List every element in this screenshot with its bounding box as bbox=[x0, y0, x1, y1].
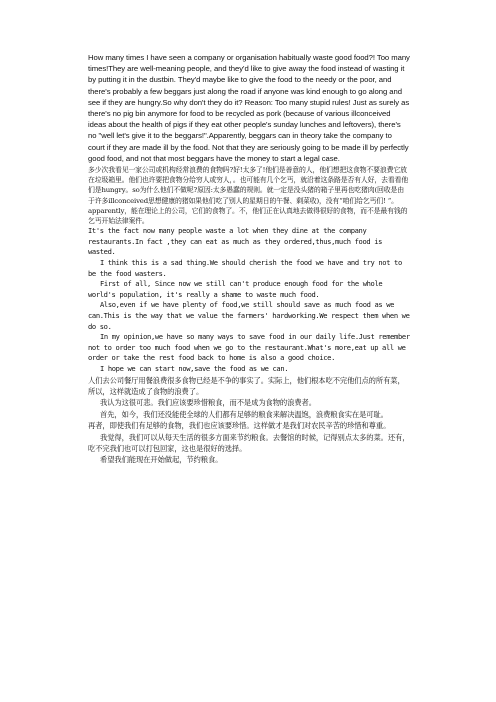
essay-zh-paragraph-3: 首先，如今，我们还没能使全球的人们都有足够的粮食来解决温饱，浪费粮食实在是可耻。 bbox=[100, 409, 388, 419]
english-essay bbox=[88, 226, 410, 374]
document-page bbox=[88, 52, 410, 466]
essay-en-paragraph-3: First of all, Since now we still can't produce enough food for the whole world's population, it's really a shame to waste much food. bbox=[88, 279, 383, 299]
essay-zh-paragraph-6: 希望我们能现在开始做起，节约粮食。 bbox=[100, 455, 223, 465]
essay-en-paragraph-6: I hope we can start now,save the food as we can. bbox=[100, 363, 289, 373]
chinese-intro-paragraph: 多少次我看见一家公司或机构经常浪费的食物吗?好!太多了!他们是善意的人，他们想把这食物不要浪费它放在垃圾箱里。他们也许要把食物分给穷人或穷人，。也可能有几个乞丐，就沿着这条路是否有人好，去看看他们是hungry。so为什么他们不做呢?原因:太多愚蠢的规则。就一定是没头猪的箱子里再也吃猪肉(回收是由于许多illconceived思想健康的猪如果他们吃了别人的星期日的午餐、剩菜收)，没有“咱们给乞丐们! “。apparently，能在理论上的公司，它们的食物了。不，他们正在认真地去做得很好的食物，而不是最有钱的乞丐开始法律案件。 bbox=[88, 166, 409, 226]
essay-en-paragraph-4: Also,even if we have plenty of food,we still should save as much food as we can.This is the way that we value the farmers' hardworking.We respect them when we do so. bbox=[88, 300, 410, 331]
essay-zh-paragraph-4: 再者，即使我们有足够的食物，我们也应该要珍惜。这样做才是我们对农民辛苦的珍惜和尊重。 bbox=[88, 421, 391, 431]
essay-zh-paragraph-5: 我觉得，我们可以从每天生活的很多方面来节约粮食。去餐馆的时候，记得别点太多的菜。还有，吃不完我们也可以打包回家，这也是很好的选择。 bbox=[88, 432, 410, 453]
english-intro-paragraph: How many times I have seen a company or organisation habitually waste good food?! Too many times!They are well-meaning people, and they'd like to give away the food instead of wasting it by putting it in the dustbin. They'd maybe like to give the food to the needy or the poor, and there's probably a few beggars just along the road if anyone was kind enough to go along and see if they are hungry.So why don't they do it? Reason: Too many stupid rules! Just as surely as there's no pig bin anymore for food to be recycled as pork (because of various illconceived ideas about the health of pigs if they eat other people's sunday lunches and leftovers), there's no "well let's give it to the beggars!".Apparently, beggars can in theory take the company to court if they are made ill by the food. Not that they are seriously going to be made ill by perfectly good food, and not that most beggars have the money to start a legal case. bbox=[88, 53, 410, 163]
chinese-essay bbox=[88, 375, 410, 466]
essay-zh-paragraph-1: 人们去公司餐厅用餐浪费很多食物已经是不争的事实了。实际上，他们根本吃不完他们点的所有菜，所以，这样就造成了食物的浪费了。 bbox=[88, 375, 405, 396]
essay-en-paragraph-2: I think this is a sad thing.We should cherish the food we have and try not to be the food wasters. bbox=[88, 258, 402, 278]
essay-en-paragraph-1: It's the fact now many people waste a lot when they dine at the company restaurants.In fact ,they can eat as much as they ordered,thus,much food is wasted. bbox=[88, 226, 383, 257]
essay-zh-paragraph-2: 我认为这很可悲。我们应该要珍惜粮食，而不是成为食物的浪费者。 bbox=[100, 398, 316, 408]
essay-en-paragraph-5: In my opinion,we have so many ways to save food in our daily life.Just remember not to order too much food when we go to the restaurant.What's more,eat up all we order or take the rest food back to home is also a good choice. bbox=[88, 332, 410, 363]
